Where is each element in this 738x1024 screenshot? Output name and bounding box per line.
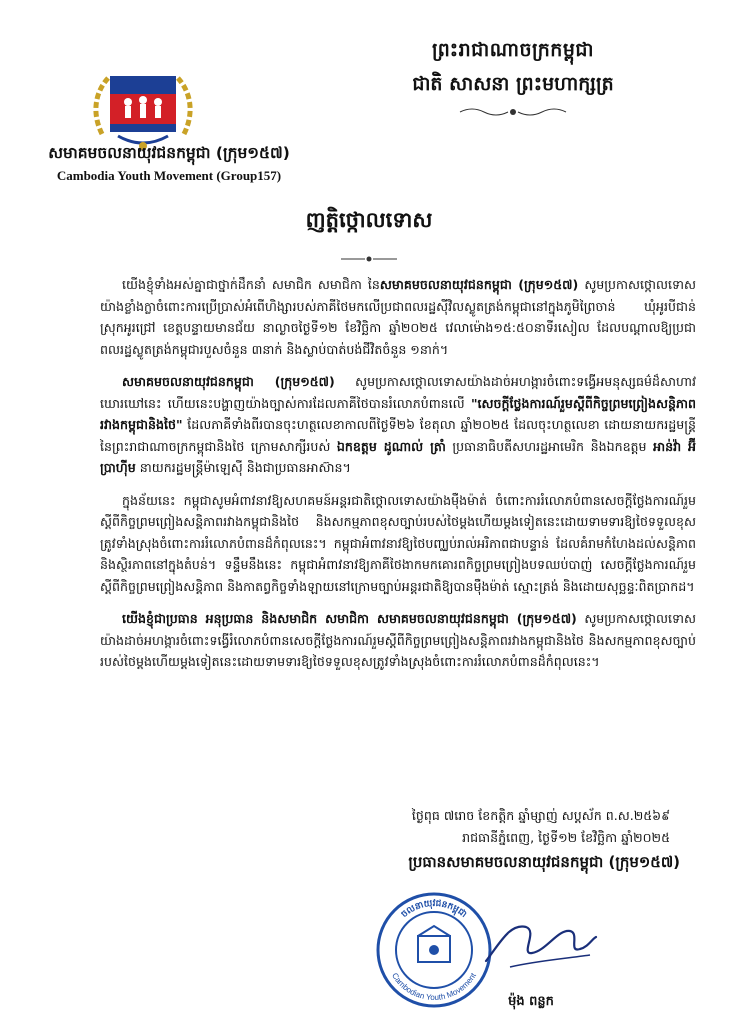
organization-name-khmer: សមាគមចលនាយុវជនកម្ពុជា (ក្រុម១៥៧) (48, 144, 290, 162)
paragraph-segment: អាន់វ៉ា អ៊ីប្រាហ៊ីម (100, 438, 697, 475)
title-ornament-icon (339, 254, 399, 264)
paragraph-1 (100, 274, 696, 360)
signatory-title: ប្រធានសមាគមចលនាយុវជនកម្ពុជា (ក្រុម១៥៧) (408, 853, 680, 871)
paragraph-4 (100, 608, 696, 673)
national-motto: ជាតិ សាសនា ព្រះមហាក្សត្រ (412, 73, 614, 95)
paragraph-segment: ប្រធានាធិបតីសហរដ្ឋអាមេរិក និងឯកឧត្តម (445, 438, 654, 454)
paragraph-segment: យើងខ្ញុំជាប្រធាន អនុប្រធាន និងសមាជិក សមាជិកា សមាគមចលនាយុវជនកម្ពុជា (ក្រុម១៥៧) (122, 611, 577, 626)
paragraph-segment: សមាគមចលនាយុវជនកម្ពុជា (ក្រុម១៥៧) (379, 277, 579, 292)
date-block (250, 805, 670, 849)
paragraph-segment: យើងខ្ញុំទាំងអស់គ្នាជាថ្នាក់ដឹកនាំ សមាជិក សមាជិកា នៃ (122, 277, 380, 292)
paragraph-segment: ក្នុងន័យនេះ កម្ពុជាសូមអំពាវនាវឱ្យសហគមន៍អន្តរជាតិថ្កោលទោសយ៉ាងម៉ឺងម៉ាត់ ចំពោះការរំលោភបំពានសេចក្តីថ្លែងការណ៍រួមស្តីពីកិច្ចព្រមព្រៀងសន្តិភាពរវាងកម្ពុជានិងថៃ និងសកម្មភាពខុសច្បាប់របស់ថៃម្តងហើយម្តងទៀតនេះដោយទាមទារឱ្យថៃទទួលខុសត្រូវទាំងស្រុងចំពោះការរំលោភបំពានដ៏កំពុលនេះ។ កម្ពុជាអំពាវនាវឱ្យថៃបញ្ឈប់រាល់អរិភាពជាបន្ទាន់ ដែលគំរាមកំហែងដល់សន្តិភាព និងស្ថិរភាពនៅក្នុងតំបន់។ ទន្ទឹមនឹងនេះ កម្ពុជាអំពាវនាវឱ្យភាគីថៃងាកមកគោរពកិច្ចព្រមព្រៀងបទឈប់បាញ់ សេចក្តីថ្លែងការណ៍រួមស្តីពីកិច្ចព្រមព្រៀងសន្តិភាព និងកាតព្វកិច្ចទាំងឡាយនៅក្រោមច្បាប់អន្តរជាតិឱ្យបានម៉ឺងម៉ាត់ ស្មោះត្រង់ និងដោយសុច្ឆន្ទៈពិតប្រាកដ។ (100, 492, 696, 594)
document-body (100, 274, 696, 684)
organization-name-english: Cambodia Youth Movement (Group157) (56, 168, 282, 183)
kingdom-header (348, 38, 678, 122)
svg-text:ចលនាយុវជនកម្ពុជា (400, 899, 469, 920)
paragraph-segment: "សេចក្តីថ្លែងការណ៍រួមស្តីពីកិច្ចព្រមព្រៀងសន្តិភាពរវាងកម្ពុជានិងថៃ" (100, 395, 696, 432)
kingdom-name: ព្រះរាជាណាចក្រកម្ពុជា (432, 39, 594, 61)
lunar-date: ថ្ងៃពុធ ៧រោច ខែកត្តិក ឆ្នាំម្សាញ់ សប្តស័ក ព.ស.២៥៦៩ (411, 808, 670, 823)
document-title: ញត្តិថ្កោលទោស (305, 208, 433, 232)
seal-text-khmer: ចលនាយុវជនកម្ពុជា (399, 898, 469, 921)
paragraph-2 (100, 371, 696, 479)
paragraph-segment: ឯកឧត្តម ដូណាល់ ត្រាំ (336, 438, 446, 454)
seal-text-english: Cambodian Youth Movement (390, 971, 478, 1003)
paragraph-segment: សមាគមចលនាយុវជនកម្ពុជា (ក្រុម១៥៧) (122, 374, 335, 389)
paragraph-segment: សូមប្រកាសថ្កោលទោសយ៉ាងដាច់អហង្ការចំពោះទង្វើអមនុស្សធម៌ដ៏សាហាវឃោរឃៅនេះ ហើយនេះបង្ហាញយ៉ាងច្បាស់ការដែលភាគីថៃបានរំលោភបំពានលើ (100, 374, 696, 411)
official-seal-icon (374, 890, 494, 1010)
paragraph-segment: នាយករដ្ឋមន្ត្រីម៉ាឡេស៊ី និងជាប្រធានអាស៊ាន។ (135, 460, 351, 475)
handwritten-signature-icon (480, 903, 600, 983)
paragraph-segment: សូមប្រកាសថ្កោលទោសយ៉ាងខ្លាំងក្លាចំពោះការប្រើប្រាស់អំពើហិង្សារបស់ភាគីថៃមកលើប្រជាពលរដ្ឋស៊ីវិលស្លូតត្រង់កម្ពុជានៅក្នុងភូមិព្រៃចាន់ ឃុំអូរបីជាន់ ស្រុកអូរជ្រៅ ខេត្តបន្ទាយមានជ័យ នាល្ងាចថ្ងៃទី១២ ខែវិច្ឆិកា ឆ្នាំ២០២៥ វេលាម៉ោង១៥:៥០នាទីរសៀល ដែលបណ្តាលឱ្យប្រជាពលរដ្ឋស្លូតត្រង់កម្ពុជារបួសចំនួន ៣នាក់ និងស្លាប់បាត់បង់ជីវិតចំនួន ១នាក់។ (100, 277, 696, 357)
signatory-name: ម៉ុង ពន្លក (508, 994, 554, 1009)
paragraph-segment: ដែលភាគីទាំងពីរបានចុះហត្ថលេខាកាលពីថ្ងៃទី២៦ ខែតុលា ឆ្នាំ២០២៥ ដែលចុះហត្ថលេខា ដោយនាយករដ្ឋមន្ត្រីនៃព្រះរាជាណាចក្រកម្ពុជានិងថៃ ក្រោមសាក្សីរបស់ (100, 417, 696, 454)
paragraph-3 (100, 490, 696, 598)
ornament-divider-icon (458, 106, 568, 118)
paragraph-segment: សូមប្រកាសថ្កោលទោសយ៉ាងដាច់អហង្ការចំពោះទង្វើរំលោភបំពានសេចក្តីថ្លែងការណ៍រួមស្តីពីកិច្ចព្រមព្រៀងសន្តិភាពរវាងកម្ពុជានិងថៃ និងសកម្មភាពខុសច្បាប់របស់ថៃម្តងហើយម្តងទៀតនេះដោយទាមទារឱ្យថៃទទួលខុសត្រូវទាំងស្រុងចំពោះការរំលោភបំពានដ៏កំពុលនេះ។ (100, 611, 696, 669)
place-date: រាជធានីភ្នំពេញ, ថ្ងៃទី១២ ខែវិច្ឆិកា ឆ្នាំ២០២៥ (462, 830, 670, 845)
